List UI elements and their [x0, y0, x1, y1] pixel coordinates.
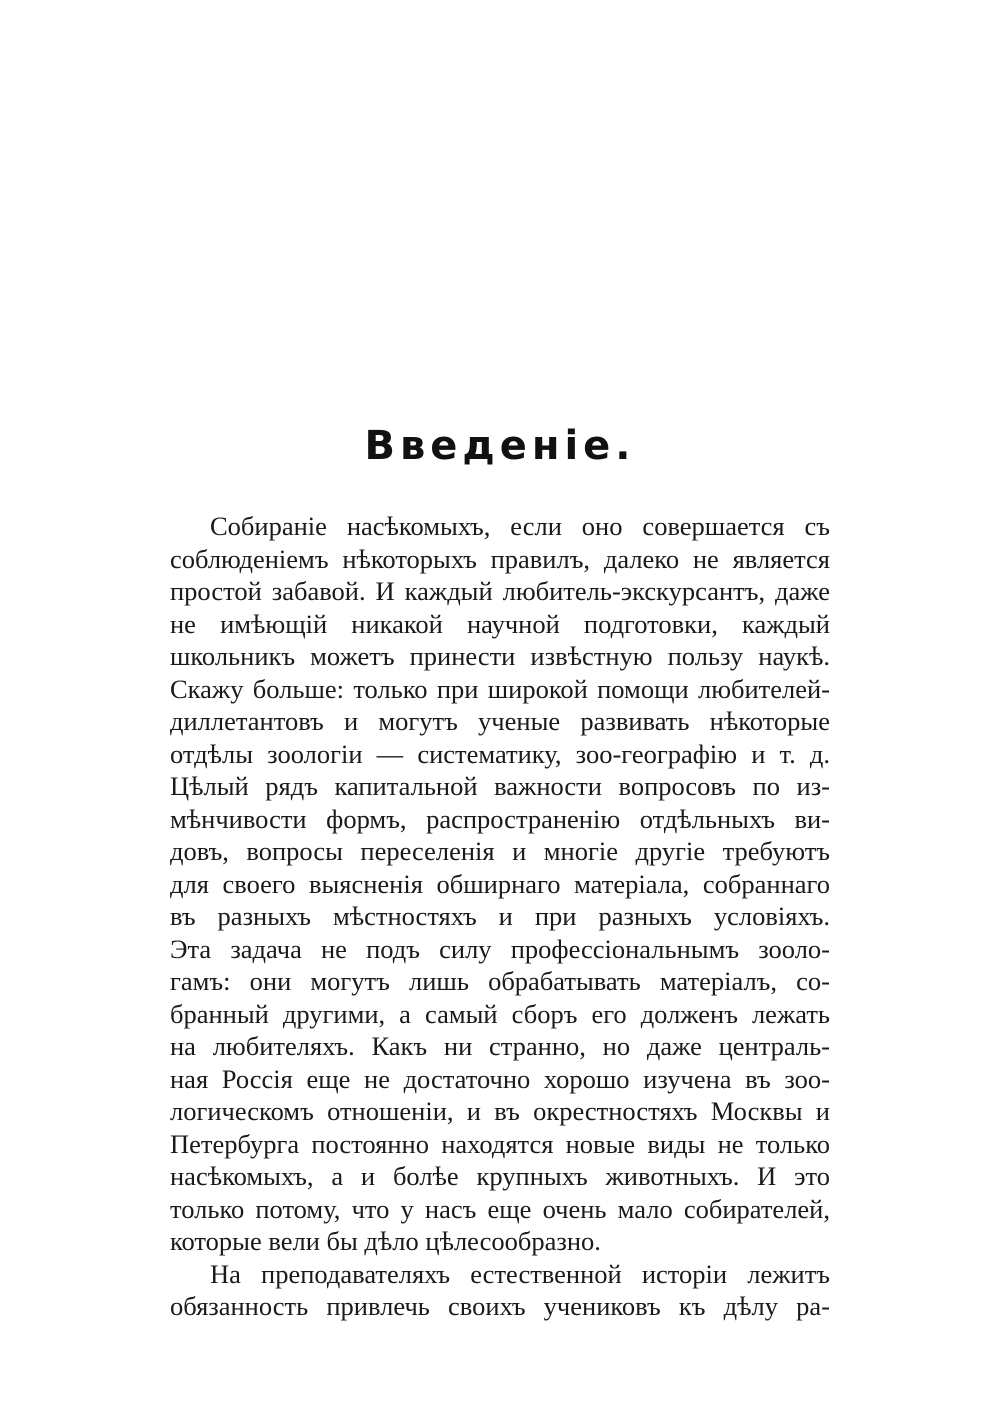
text-line: довъ, вопросы переселенія и многіе другіе требуютъ	[170, 836, 830, 866]
paragraph-1	[170, 510, 830, 1258]
text-line: школьникъ можетъ принести извѣстную пользу наукѣ.	[170, 641, 830, 671]
text-line: Скажу больше: только при широкой помощи любителей-	[170, 673, 830, 704]
text-line: которые вели бы дѣло цѣлесообразно.	[170, 1226, 601, 1256]
text-line: не имѣющій никакой научной подготовки, каждый	[170, 608, 830, 639]
text-line: только потому, что у насъ еще очень мало собирателей,	[170, 1193, 830, 1224]
text-line: ная Россія еще не достаточно хорошо изучена въ зоо-	[170, 1063, 830, 1094]
text-line: соблюденіемъ нѣкоторыхъ правилъ, далеко не является	[170, 543, 830, 574]
text-line: Эта задача не подъ силу профессіональнымъ зооло-	[170, 933, 830, 964]
text-line: гамъ: они могутъ лишь обрабатывать матеріалъ, со-	[170, 966, 830, 996]
text-line: отдѣлы зоологіи — систематику, зоо-географію и т. д.	[170, 738, 830, 769]
text-line: простой забавой. И каждый любитель-экскурсантъ, даже	[170, 576, 830, 606]
text-line: обязанность привлечь своихъ учениковъ къ дѣлу ра-	[170, 1291, 830, 1321]
text-line: на любителяхъ. Какъ ни странно, но даже централь-	[170, 1031, 830, 1061]
text-line: насѣкомыхъ, а и болѣе крупныхъ животныхъ. И это	[170, 1161, 830, 1191]
text-line: бранный другими, а самый сборъ его долженъ лежать	[170, 998, 830, 1029]
text-line: диллетантовъ и могутъ ученые развивать нѣкоторые	[170, 706, 830, 736]
text-line: Петербурга постоянно находятся новые виды не только	[170, 1128, 830, 1159]
paragraph-2	[170, 1258, 830, 1323]
text-line: логическомъ отношеніи, и въ окрестностяхъ Москвы и	[170, 1096, 830, 1126]
chapter-title: Введеніе.	[364, 423, 636, 469]
text-line: Собираніе насѣкомыхъ, если оно совершается съ	[210, 511, 830, 541]
text-line: для своего выясненія обширнаго матеріала, собраннаго	[170, 868, 830, 899]
body-text	[170, 510, 830, 1323]
text-line: въ разныхъ мѣстностяхъ и при разныхъ условіяхъ.	[170, 901, 830, 931]
text-line: На преподавателяхъ естественной исторіи лежитъ	[210, 1258, 830, 1289]
text-line: мѣнчивости формъ, распространенію отдѣльныхъ ви-	[170, 803, 830, 834]
text-line: Цѣлый рядъ капитальной важности вопросовъ по из-	[170, 771, 830, 801]
